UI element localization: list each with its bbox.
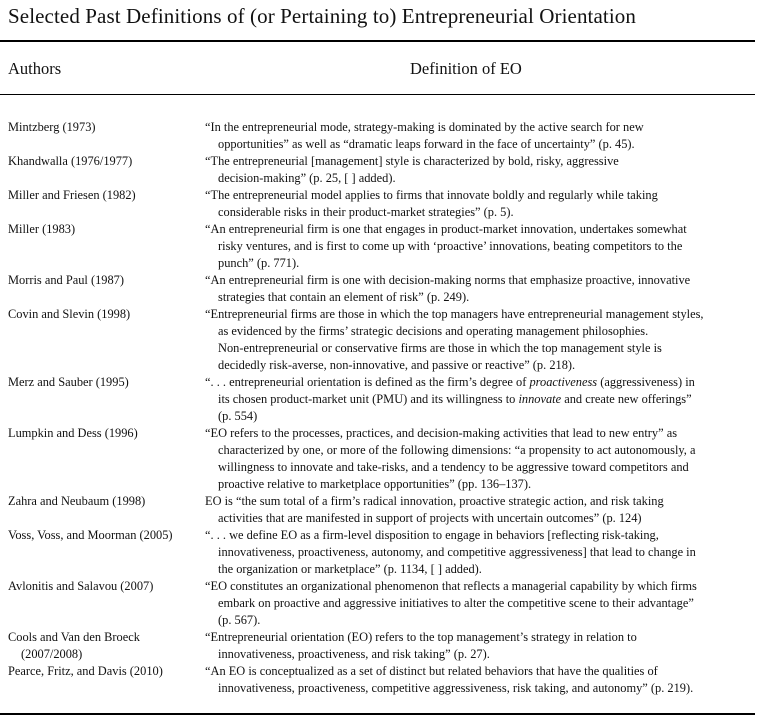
definition-text: (p. 554) <box>218 409 258 423</box>
definition-cell <box>205 527 754 578</box>
definition-line: “Entrepreneurial orientation (EO) refers to the top management’s strategy in relation to <box>205 630 637 644</box>
definition-line: “EO refers to the processes, practices, and decision-making activities that lead to new entry” as <box>205 426 678 440</box>
author-line: Covin and Slevin (1998) <box>8 307 131 321</box>
definition-cell <box>205 374 754 425</box>
definition-cell <box>205 306 754 374</box>
definition-line: activities that are manifested in support of projects with uncertain outcomes” (p. 124) <box>218 511 642 525</box>
definition-line: “An entrepreneurial firm is one with decision-making norms that emphasize proactive, innovative <box>205 273 691 287</box>
definition-text: its chosen product-market unit (PMU) and its willingness to <box>218 392 519 406</box>
definition-text: and create new offerings” <box>561 392 692 406</box>
definition-line: characterized by one, or more of the following dimensions: “a propensity to act autonomously, a <box>218 443 696 457</box>
definition-line: considerable risks in their product-market strategies” (p. 5). <box>218 205 514 219</box>
definition-line: “Entrepreneurial firms are those in which the top managers have entrepreneurial management styles, <box>205 307 704 321</box>
author-cell <box>8 187 205 221</box>
author-line: Merz and Sauber (1995) <box>8 375 129 389</box>
header-rule <box>0 94 755 95</box>
author-cell <box>8 578 205 629</box>
author-line: Mintzberg (1973) <box>8 120 96 134</box>
definition-cell <box>205 272 754 306</box>
author-cell <box>8 306 205 374</box>
definition-text: (aggressiveness) in <box>597 375 695 389</box>
definition-line: innovativeness, proactiveness, autonomy, and competitive aggressiveness] that lead to change in <box>218 545 696 559</box>
author-cell <box>8 153 205 187</box>
table-row <box>8 306 755 374</box>
definition-line: embark on proactive and aggressive initiatives to alter the competitive scene to their advantage” <box>218 596 694 610</box>
definition-line: (p. 567). <box>218 613 261 627</box>
author-line: Miller (1983) <box>8 222 76 236</box>
author-line: Miller and Friesen (1982) <box>8 188 136 202</box>
top-rule <box>0 40 755 42</box>
table-row <box>8 187 755 221</box>
author-cell <box>8 221 205 272</box>
table-row <box>8 527 755 578</box>
table-row <box>8 153 755 187</box>
definition-line <box>205 374 754 391</box>
definition-line: decidedly risk-averse, non-innovative, and passive or reactive” (p. 218). <box>218 358 576 372</box>
definition-line: “. . . we define EO as a firm-level disposition to engage in behaviors [reflecting risk-taking, <box>205 528 659 542</box>
author-line: Lumpkin and Dess (1996) <box>8 426 138 440</box>
definition-line: “An EO is conceptualized as a set of distinct but related behaviors that have the qualities of <box>205 664 658 678</box>
table-row <box>8 221 755 272</box>
definition-line: innovativeness, proactiveness, and risk taking” (p. 27). <box>218 647 490 661</box>
definition-cell <box>205 629 754 663</box>
definition-line: EO is “the sum total of a firm’s radical innovation, proactive strategic action, and risk taking <box>205 494 664 508</box>
table-row <box>8 425 755 493</box>
author-cell <box>8 493 205 527</box>
definition-line: decision-making” (p. 25, [ ] added). <box>218 171 396 185</box>
definition-cell <box>205 187 754 221</box>
author-cell <box>8 119 205 153</box>
table-row <box>8 272 755 306</box>
author-line: Pearce, Fritz, and Davis (2010) <box>8 664 163 678</box>
author-line: Voss, Voss, and Moorman (2005) <box>8 528 173 542</box>
bottom-rule <box>0 713 755 715</box>
table-row <box>8 493 755 527</box>
definition-line: “An entrepreneurial firm is one that engages in product-market innovation, undertakes somewhat <box>205 222 687 236</box>
definition-cell <box>205 153 754 187</box>
definition-line: “In the entrepreneurial mode, strategy-making is dominated by the active search for new <box>205 120 644 134</box>
definition-cell <box>205 578 754 629</box>
author-line: Morris and Paul (1987) <box>8 273 124 287</box>
definition-line: willingness to innovate and take-risks, and a tendency to be aggressive toward competitors and <box>218 460 689 474</box>
table-row <box>8 663 755 697</box>
table-row <box>8 374 755 425</box>
author-line: Cools and Van den Broeck <box>8 630 140 644</box>
definition-cell <box>205 493 754 527</box>
definition-line: “EO constitutes an organizational phenomenon that reflects a managerial capability by which firms <box>205 579 697 593</box>
column-header-definition: Definition of EO <box>410 59 522 78</box>
definition-emphasis: proactiveness <box>529 375 598 389</box>
definition-line <box>205 391 754 408</box>
table-title: Selected Past Definitions of (or Pertaining to) Entrepreneurial Orientation <box>8 4 636 28</box>
author-line: Zahra and Neubaum (1998) <box>8 494 146 508</box>
table-row <box>8 578 755 629</box>
definition-cell <box>205 425 754 493</box>
table-row <box>8 629 755 663</box>
author-cell <box>8 663 205 697</box>
definition-line: “The entrepreneurial model applies to firms that innovate boldly and regularly while taking <box>205 188 658 202</box>
definition-line: opportunities” as well as “dramatic leaps forward in the face of uncertainty” (p. 45). <box>218 137 635 151</box>
definition-line: innovativeness, proactiveness, competitive aggressiveness, risk taking, and autonomy” (p. 219). <box>218 681 694 695</box>
definition-cell <box>205 119 754 153</box>
author-cell <box>8 374 205 425</box>
author-cell <box>8 272 205 306</box>
table-row <box>8 119 755 153</box>
definitions-table <box>8 119 755 697</box>
definition-line: proactive relative to marketplace opportunities” (pp. 136–137). <box>218 477 532 491</box>
definition-cell <box>205 221 754 272</box>
definition-emphasis: innovate <box>518 392 562 406</box>
author-line: (2007/2008) <box>21 647 83 661</box>
definition-line: “The entrepreneurial [management] style is characterized by bold, risky, aggressive <box>205 154 619 168</box>
definition-text: “. . . entrepreneurial orientation is defined as the firm’s degree of <box>205 375 530 389</box>
column-header-authors: Authors <box>8 59 62 78</box>
definition-line: risky ventures, and is first to come up with ‘proactive’ innovations, beating competitors to the <box>218 239 683 253</box>
author-line: Avlonitis and Salavou (2007) <box>8 579 154 593</box>
definition-cell <box>205 663 754 697</box>
definition-line: strategies that contain an element of risk” (p. 249). <box>218 290 470 304</box>
author-line: Khandwalla (1976/1977) <box>8 154 133 168</box>
author-cell <box>8 425 205 493</box>
definition-line: punch” (p. 771). <box>218 256 300 270</box>
definition-line <box>205 408 754 425</box>
author-cell <box>8 527 205 578</box>
author-cell <box>8 629 205 663</box>
definition-line: the organization or marketplace” (p. 1134, [ ] added). <box>218 562 482 576</box>
definition-line: Non-entrepreneurial or conservative firms are those in which the top management style is <box>218 341 662 355</box>
definition-line: as evidenced by the firms’ strategic decisions and operating management philosophies. <box>218 324 649 338</box>
